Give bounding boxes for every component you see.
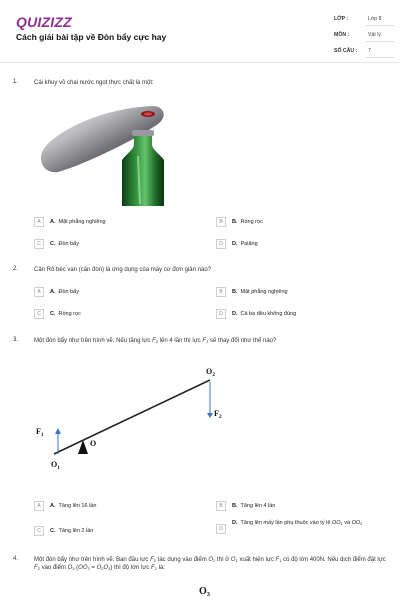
choice-letter: C xyxy=(34,309,44,319)
choice-text: Ròng rọc xyxy=(240,219,263,225)
choice-b[interactable] xyxy=(216,500,386,512)
choice-label: D. xyxy=(232,520,238,526)
choice-label: A. xyxy=(50,289,56,295)
choice-label: C. xyxy=(50,528,56,534)
choice-letter: D xyxy=(216,524,226,534)
choice-label: A. xyxy=(50,503,56,509)
choice-letter: B xyxy=(216,217,226,227)
choice-letter: C xyxy=(34,526,44,536)
choice-text: Ròng rọc xyxy=(58,311,81,317)
svg-text:O1: $O_1$ xyxy=(51,460,60,471)
choice-label: D. xyxy=(232,311,238,317)
choice-d[interactable] xyxy=(216,238,386,250)
field-class xyxy=(334,12,394,26)
field-subject xyxy=(334,28,394,42)
question-number: 3. xyxy=(13,337,19,343)
choice-letter: A xyxy=(34,501,44,511)
question-text: Một đòn bẩy như trên hình vẽ. Nếu tăng lực $F_2$ lên 4 lần thì lực $F_1$ sẽ thay đổi như thế nào? xyxy=(34,338,277,344)
svg-text:O: O xyxy=(90,439,97,448)
choice-label: B. xyxy=(232,219,238,225)
choice-d[interactable] xyxy=(216,520,394,540)
choice-text: D. Tăng lên mấy lần phụ thuộc vào tỷ lệ $OO_1$ và $OO_2$ xyxy=(232,520,363,526)
field-question-count xyxy=(334,44,394,58)
choice-a[interactable] xyxy=(34,286,194,298)
svg-text:F2: $F_2$ xyxy=(214,409,222,420)
question-number: 2. xyxy=(13,266,19,272)
choice-letter: A xyxy=(34,287,44,297)
choice-a[interactable] xyxy=(34,500,194,512)
choice-letter: B xyxy=(216,501,226,511)
choice-label: D. xyxy=(232,241,238,247)
choice-c[interactable] xyxy=(34,525,194,537)
question-number: 1. xyxy=(13,79,19,85)
choice-text: Mặt phẳng nghiêng xyxy=(58,219,106,225)
svg-text:O2: $O_2$ xyxy=(206,367,215,378)
question-number: 4. xyxy=(13,556,19,562)
choice-text: Tăng lên 2 lần xyxy=(58,528,94,534)
question-text: Cái khuy vỏ chai nước ngọt thực chất là một: xyxy=(34,80,154,86)
field-value: Vật lý xyxy=(368,32,381,38)
document-header xyxy=(0,0,400,63)
choice-text: Mặt phẳng nghiêng xyxy=(240,289,288,295)
choice-text: Đòn bẩy xyxy=(58,289,79,295)
choice-text: Đòn bẩy xyxy=(58,241,79,247)
choice-label: A. xyxy=(50,219,56,225)
choice-text: Tăng lên 4 lần xyxy=(240,503,276,509)
svg-text:O3: $O_3$ xyxy=(199,586,211,598)
choice-c[interactable] xyxy=(34,308,194,320)
choice-c[interactable] xyxy=(34,238,194,250)
choice-label: B. xyxy=(232,289,238,295)
lever-diagram xyxy=(30,360,230,475)
question-text: Một đòn bẩy như trên hình vẽ. Ban đầu lực $F_2$ tác dụng vào điểm $O_2$ thì ở $O_1$ xuất hiện lực $F_1$ có độ lớn 400N. Nếu dịch điểm đặt lực $F_2$ vào điểm $O_3$ $(OO_3 = O_2O_3)$ thì độ lớn lực $F_1$ là: xyxy=(34,557,386,572)
choice-label: C. xyxy=(50,241,56,247)
choice-letter: A xyxy=(34,217,44,227)
choice-b[interactable] xyxy=(216,286,386,298)
choice-label: B. xyxy=(232,503,238,509)
choice-label: C. xyxy=(50,311,56,317)
question-text: Cân Rô béc van (cân đòn) là ứng dụng của máy cơ đơn giản nào? xyxy=(34,267,211,273)
choice-text: Palăng xyxy=(240,241,258,247)
quizizz-logo: QUIZIZZ xyxy=(16,14,72,30)
choice-b[interactable] xyxy=(216,216,386,228)
svg-text:F1: $F_1$ xyxy=(36,427,44,438)
choice-letter: D xyxy=(216,309,226,319)
field-label: LỚP : xyxy=(334,16,349,22)
field-value: 7 xyxy=(368,48,371,54)
bottle-opener-image xyxy=(40,94,170,206)
field-value: Lớp 8 xyxy=(368,16,382,22)
lever-diagram-label xyxy=(196,582,226,600)
choice-letter: D xyxy=(216,239,226,249)
field-label: MÔN : xyxy=(334,32,350,38)
choice-a[interactable] xyxy=(34,216,194,228)
choice-text: Tăng lên 16 lần xyxy=(58,503,97,509)
field-label: SỐ CÂU : xyxy=(334,48,358,54)
choice-text: Cả ba đều không đúng xyxy=(240,311,297,317)
choice-letter: C xyxy=(34,239,44,249)
choice-letter: B xyxy=(216,287,226,297)
choice-d[interactable] xyxy=(216,308,386,320)
page-title: Cách giải bài tập về Đòn bẩy cực hay xyxy=(16,32,167,42)
